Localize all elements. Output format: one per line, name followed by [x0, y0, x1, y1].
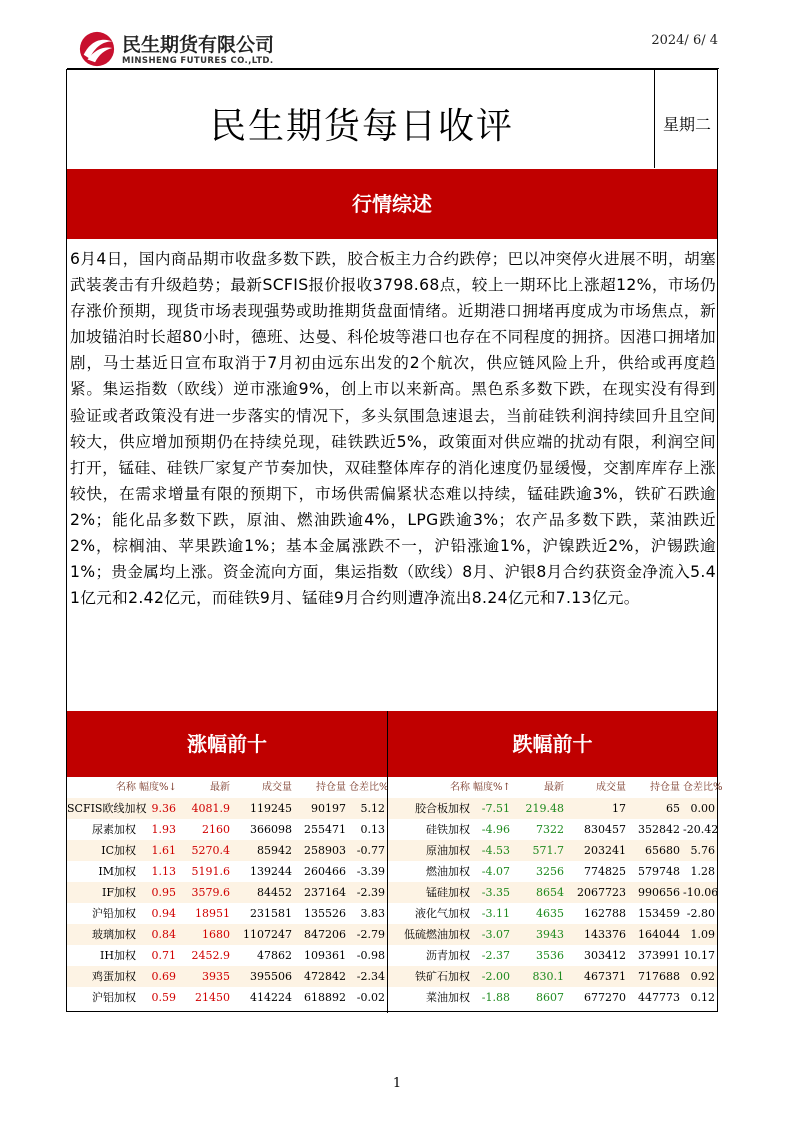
row-change: -4.07: [481, 865, 510, 878]
title-separator: [654, 70, 655, 168]
row-volume: 85942: [257, 844, 292, 857]
row-change: 0.95: [151, 886, 176, 899]
col-name: 名称: [450, 782, 470, 793]
row-last: 1680: [202, 928, 230, 941]
row-volume: 203241: [584, 844, 626, 857]
row-name: IH加权: [100, 949, 136, 962]
table-row: [388, 882, 717, 903]
row-open-interest: 164044: [638, 928, 680, 941]
row-change: 0.69: [151, 970, 176, 983]
col-volume: 成交量: [596, 782, 626, 793]
row-last: 4081.9: [191, 802, 230, 815]
row-last: 3943: [536, 928, 564, 941]
row-volume: 84452: [257, 886, 292, 899]
row-volume: 414224: [250, 991, 292, 1004]
row-open-interest: 135526: [304, 907, 346, 920]
row-volume: 467371: [584, 970, 626, 983]
row-name: 菜油加权: [426, 991, 470, 1004]
row-open-interest: 65: [666, 802, 680, 815]
row-open-interest: 255471: [304, 823, 346, 836]
row-name: 沥青加权: [426, 949, 470, 962]
row-change: 1.61: [151, 844, 176, 857]
row-change: -3.35: [481, 886, 510, 899]
row-oi-change: -0.77: [356, 844, 385, 857]
title-row: [67, 70, 717, 168]
table-row: [388, 966, 717, 987]
row-name: 尿素加权: [92, 823, 136, 836]
col-oi-change: 仓差比%: [683, 782, 723, 793]
row-change: -4.96: [481, 823, 510, 836]
row-last: 830.1: [532, 970, 564, 983]
section-title: 行情综述: [352, 192, 432, 216]
row-change: 9.36: [151, 802, 176, 815]
row-name: IF加权: [102, 886, 136, 899]
row-name: SCFIS欧线加权: [67, 802, 147, 815]
table-row: [388, 903, 717, 924]
gainers-title: 涨幅前十: [67, 711, 387, 777]
row-oi-change: 5.76: [690, 844, 715, 857]
row-oi-change: 0.00: [690, 802, 715, 815]
row-oi-change: -0.98: [356, 949, 385, 962]
row-oi-change: -3.39: [356, 865, 385, 878]
row-volume: 139244: [250, 865, 292, 878]
table-row: [67, 882, 387, 903]
row-name: 硅铁加权: [426, 823, 470, 836]
row-last: 3579.6: [191, 886, 230, 899]
row-oi-change: -0.02: [356, 991, 385, 1004]
row-change: -2.00: [481, 970, 510, 983]
row-name: 铁矿石加权: [415, 970, 470, 983]
row-oi-change: 5.12: [360, 802, 385, 815]
row-change: 0.71: [151, 949, 176, 962]
row-open-interest: 472842: [304, 970, 346, 983]
col-volume: 成交量: [262, 782, 292, 793]
row-change: -2.37: [481, 949, 510, 962]
row-change: -1.88: [481, 991, 510, 1004]
row-open-interest: 618892: [304, 991, 346, 1004]
row-change: 1.93: [151, 823, 176, 836]
row-open-interest: 352842: [638, 823, 680, 836]
table-row: [67, 966, 387, 987]
table-row: [388, 819, 717, 840]
row-change: 1.13: [151, 865, 176, 878]
row-oi-change: 0.13: [360, 823, 385, 836]
col-oi-change: 仓差比%: [349, 782, 389, 793]
row-last: 8607: [536, 991, 564, 1004]
row-oi-change: 3.83: [360, 907, 385, 920]
row-volume: 774825: [584, 865, 626, 878]
row-open-interest: 447773: [638, 991, 680, 1004]
page-number: 1: [392, 1076, 402, 1091]
report-date: 2024/ 6/ 4: [651, 33, 718, 48]
row-last: 3256: [536, 865, 564, 878]
col-change: 幅度%↓: [139, 782, 177, 793]
row-change: -3.11: [481, 907, 510, 920]
col-last: 最新: [210, 782, 230, 793]
report-frame: [66, 69, 723, 1012]
row-last: 2452.9: [191, 949, 230, 962]
row-name: IC加权: [101, 844, 136, 857]
gainers-header-row: [67, 777, 387, 798]
row-open-interest: 65680: [645, 844, 680, 857]
row-open-interest: 260466: [304, 865, 346, 878]
row-name: 燃油加权: [426, 865, 470, 878]
row-last: 5191.6: [191, 865, 230, 878]
table-row: [67, 945, 387, 966]
losers-title: 跌幅前十: [388, 711, 717, 777]
losers-header-row: [388, 777, 723, 798]
row-volume: 162788: [584, 907, 626, 920]
row-name: 原油加权: [426, 844, 470, 857]
row-change: -7.51: [481, 802, 510, 815]
row-name: 锰硅加权: [426, 886, 470, 899]
row-change: -4.53: [481, 844, 510, 857]
row-change: 0.84: [151, 928, 176, 941]
row-name: 沪铅加权: [92, 907, 136, 920]
row-volume: 303412: [584, 949, 626, 962]
col-name: 名称: [116, 782, 136, 793]
row-name: 液化气加权: [415, 907, 470, 920]
company-name-en: MINSHENG FUTURES CO.,LTD.: [122, 56, 274, 66]
gainers-table: [67, 711, 387, 1008]
row-oi-change: -2.80: [686, 907, 715, 920]
row-last: 3935: [202, 970, 230, 983]
row-name: 鸡蛋加权: [92, 970, 136, 983]
row-volume: 1107247: [243, 928, 292, 941]
row-name: 胶合板加权: [415, 802, 470, 815]
table-row: [67, 798, 387, 819]
row-oi-change: -20.42: [683, 823, 719, 836]
row-volume: 366098: [250, 823, 292, 836]
row-open-interest: 847206: [304, 928, 346, 941]
row-volume: 830457: [584, 823, 626, 836]
row-last: 3536: [536, 949, 564, 962]
market-summary: 6月4日，国内商品期市收盘多数下跌，胶合板主力合约跌停；巴以冲突停火进展不明，胡塞武装袭击有升级趋势；最新SCFIS报价报收3798.68点，较上一期环比上涨超12%，市场仍存涨价预期，现货市场表现强势或助推期货盘面情绪。近期港口拥堵再度成为市场焦点，新加坡锚泊时长超80小时，德班、达曼、科伦坡等港口也存在不同程度的拥挤。因港口拥堵加剧，马士基近日宣布取消于7月初由远东出发的2个航次，供应链风险上升，供给或再度趋紧。集运指数（欧线）逆市涨逾9%，创上市以来新高。黑色系多数下跌，在现实没有得到验证或者政策没有进一步落实的情况下，多头氛围急速退去，当前硅铁利润持续回升且空间较大，供应增加预期仍在持续兑现，硅铁跌近5%，政策面对供应端的扰动有限，利润空间打开，锰硅、硅铁厂家复产节奏加快，双硅整体库存的消化速度仍显缓慢，交割库库存上涨较快，在需求增量有限的预期下，市场供需偏紧状态难以持续，锰硅跌逾3%，铁矿石跌逾2%；能化品多数下跌，原油、燃油跌逾4%，LPG跌逾3%；农产品多数下跌，菜油跌近2%，棕榈油、苹果跌逾1%；基本金属涨跌不一，沪铅涨逾1%，沪镍跌近2%，沪锡跌逾1%；贵金属均上涨。资金流向方面，集运指数（欧线）8月、沪银8月合约获资金净流入5.41亿元和2.42亿元，而硅铁9月、锰硅9月合约则遭净流出8.24亿元和7.13亿元。: [70, 250, 716, 608]
page-title: 民生期货每日收评: [209, 106, 514, 147]
table-row: [388, 945, 717, 966]
gainers-rows: [67, 798, 387, 1008]
row-name: 低硫燃油加权: [404, 928, 470, 941]
row-name: IM加权: [98, 865, 136, 878]
row-volume: 119245: [250, 802, 292, 815]
row-change: 0.94: [151, 907, 176, 920]
col-open-interest: 持仓量: [316, 782, 346, 793]
row-open-interest: 990656: [638, 886, 680, 899]
row-last: 219.48: [525, 802, 564, 815]
row-volume: 17: [612, 802, 626, 815]
row-oi-change: 1.28: [690, 865, 715, 878]
row-last: 2160: [202, 823, 230, 836]
table-row: [388, 987, 717, 1008]
row-volume: 143376: [584, 928, 626, 941]
row-oi-change: -2.34: [356, 970, 385, 983]
row-volume: 677270: [584, 991, 626, 1004]
row-volume: 395506: [250, 970, 292, 983]
table-row: [67, 840, 387, 861]
row-volume: 231581: [250, 907, 292, 920]
row-open-interest: 153459: [638, 907, 680, 920]
row-name: 玻璃加权: [92, 928, 136, 941]
table-row: [388, 798, 717, 819]
table-row: [388, 924, 717, 945]
losers-table: [388, 711, 723, 1008]
row-name: 沪铝加权: [92, 991, 136, 1004]
row-last: 7322: [536, 823, 564, 836]
col-open-interest: 持仓量: [650, 782, 680, 793]
row-oi-change: -2.79: [356, 928, 385, 941]
table-row: [67, 924, 387, 945]
row-oi-change: 0.12: [690, 991, 715, 1004]
row-oi-change: -10.06: [683, 886, 719, 899]
row-oi-change: 1.09: [690, 928, 715, 941]
row-change: 0.59: [151, 991, 176, 1004]
row-open-interest: 579748: [638, 865, 680, 878]
row-open-interest: 373991: [638, 949, 680, 962]
row-open-interest: 717688: [638, 970, 680, 983]
row-last: 4635: [536, 907, 564, 920]
table-row: [67, 819, 387, 840]
row-volume: 47862: [257, 949, 292, 962]
losers-rows: [388, 798, 717, 1008]
table-row: [67, 903, 387, 924]
table-row: [67, 861, 387, 882]
company-name-cn: 民生期货有限公司: [122, 34, 275, 56]
company-logo: [78, 28, 318, 70]
weekday: 星期二: [662, 115, 711, 134]
table-row: [388, 840, 717, 861]
row-volume: 2067723: [577, 886, 626, 899]
row-change: -3.07: [481, 928, 510, 941]
row-last: 18951: [195, 907, 230, 920]
table-row: [388, 861, 717, 882]
row-open-interest: 258903: [304, 844, 346, 857]
row-last: 571.7: [532, 844, 564, 857]
table-row: [67, 987, 387, 1008]
col-change: 幅度%↑: [473, 782, 511, 793]
row-oi-change: -2.39: [356, 886, 385, 899]
col-last: 最新: [544, 782, 564, 793]
row-oi-change: 0.92: [690, 970, 715, 983]
row-oi-change: 10.17: [683, 949, 715, 962]
row-open-interest: 109361: [304, 949, 346, 962]
row-open-interest: 237164: [304, 886, 346, 899]
company-logo-icon: [78, 30, 116, 68]
row-last: 5270.4: [191, 844, 230, 857]
row-last: 8654: [536, 886, 564, 899]
row-last: 21450: [195, 991, 230, 1004]
row-open-interest: 90197: [311, 802, 346, 815]
section-header: [67, 169, 717, 239]
